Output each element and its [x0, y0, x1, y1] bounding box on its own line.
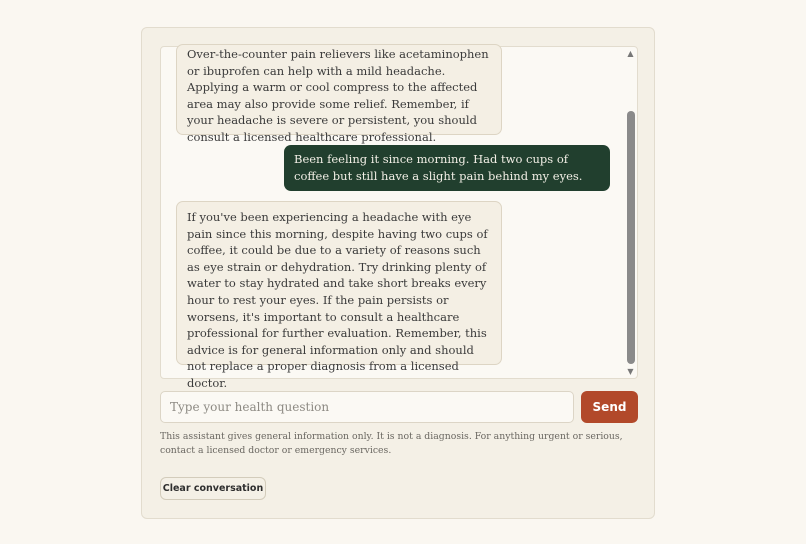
user-message-text: Been feeling it since morning. Had two cups of coffee but still have a slight pain behind my eyes.: [294, 152, 583, 183]
assistant-message-text: Over-the-counter pain relievers like acetaminophen or ibuprofen can help with a mild headache. Applying a warm or cool compress to the affected area may also provide some relief. Remember, if your headache is severe or persistent, you should consult a licensed healthcare professional.: [187, 47, 489, 144]
assistant-message-text: If you've been experiencing a headache with eye pain since this morning, despite having two cups of coffee, it could be due to a variety of reasons such as eye strain or dehydration. Try drinking plenty of water to stay hydrated and take short breaks every hour to rest your eyes. If the pain persists or worsens, it's important to consult a healthcare professional for further evaluation. Remember, this advice is for general information only and should not replace a proper diagnosis from a licensed doctor.: [187, 210, 488, 390]
disclaimer-text: This assistant gives general information only. It is not a diagnosis. For anything urgent or serious, contact a licensed doctor or emergency services.: [160, 431, 623, 456]
assistant-message: [176, 44, 502, 144]
user-message: [284, 145, 610, 191]
question-input[interactable]: [160, 391, 574, 423]
scroll-down-arrow-icon[interactable]: ▼: [627, 367, 634, 376]
message-list[interactable]: [160, 46, 638, 390]
send-button[interactable]: Send: [581, 391, 638, 423]
scroll-up-arrow-icon[interactable]: ▲: [627, 49, 634, 58]
chat-card: [141, 27, 655, 519]
assistant-message: [176, 201, 502, 390]
scrollbar-thumb[interactable]: [627, 111, 635, 364]
clear-conversation-button[interactable]: Clear conversation: [160, 477, 266, 500]
